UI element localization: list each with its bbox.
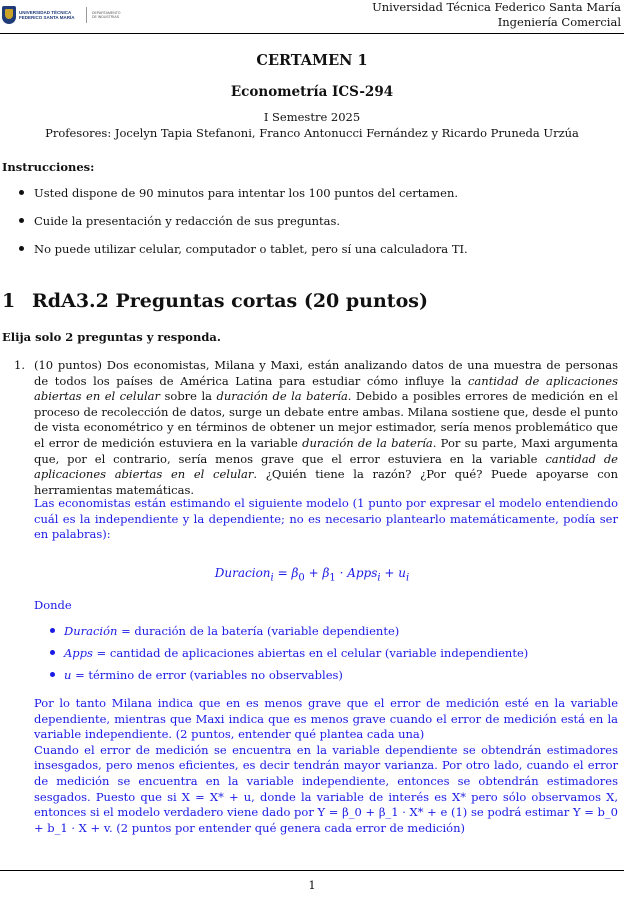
- page-header: [0, 0, 624, 34]
- bullet-icon: [50, 628, 55, 633]
- question-number: 1.: [14, 358, 25, 372]
- donde-label: Donde: [34, 598, 72, 612]
- bullet-icon: [50, 672, 55, 677]
- instructions-heading: Instrucciones:: [2, 160, 95, 174]
- footer-rule: [0, 870, 624, 871]
- bullet-icon: [19, 190, 24, 195]
- answer-paragraph-1: Por lo tanto Milana indica que en es menos grave que el error de medición esté en la variable dependiente, mientras que Maxi indica que es menos grave cuando el error de medición está en la variable independiente. (2 puntos, entender qué plantea cada una): [34, 696, 618, 742]
- program-name: Ingeniería Comercial: [497, 15, 621, 29]
- answer-intro: Las economistas están estimando el siguiente modelo (1 punto por expresar el modelo entendiendo cuál es la independiente y la dependiente; no es necesario plantearlo matemáticamente, podía ser en palabras):: [34, 496, 618, 542]
- professors: Profesores: Jocelyn Tapia Stefanoni, Franco Antonucci Fernández y Ricardo Pruneda Urzúa: [45, 126, 579, 140]
- model-equation: Duracion$_i$ = $\beta_0 + \beta_1$ · Apps$_i$ + $u_i$: [214, 566, 410, 584]
- instruction-item: No puede utilizar celular, computador o tablet, pero sí una calculadora TI.: [0, 242, 624, 270]
- university-logo: [2, 6, 124, 24]
- bullet-icon: [19, 218, 24, 223]
- course-title: Econometría ICS-294: [230, 84, 394, 100]
- definition-item: Duración = duración de la batería (variable dependiente): [34, 624, 618, 646]
- page-number: 1: [308, 878, 316, 892]
- variable-definitions: [34, 624, 618, 690]
- crest-icon: [2, 6, 16, 24]
- instructions-list: [0, 186, 624, 270]
- section-heading: [2, 290, 428, 312]
- definition-item: Apps = cantidad de aplicaciones abiertas en el celular (variable independiente): [34, 646, 618, 668]
- answer-paragraph-2: Cuando el error de medición se encuentra en la variable dependiente se obtendrán estimadores insesgados, pero menos eficientes, es decir tendrán mayor varianza. Por otro lado, cuando el error de medición se encuentra en la variable independiente, entonces se obtendrán estimadores sesgados. Puesto que si X = X* + u, donde la variable de interés es X* pero sólo observamos X, entonces si el modelo verdadero viene dado por Y = β_0 + β_1 · X* + e (1) se podrá estimar Y = b_0 + b_1 · X + v. (2 puntos por entender qué genera cada error de medición): [34, 742, 618, 835]
- bullet-icon: [19, 246, 24, 251]
- university-name: Universidad Técnica Federico Santa María: [372, 0, 621, 14]
- instruction-item: Cuide la presentación y redacción de sus preguntas.: [0, 214, 624, 242]
- semester: I Semestre 2025: [263, 110, 361, 124]
- header-right: [372, 0, 621, 30]
- answer-body: [34, 696, 618, 836]
- exam-title: CERTAMEN 1: [256, 52, 368, 69]
- section-instruction: Elija solo 2 preguntas y responda.: [2, 330, 221, 344]
- bullet-icon: [50, 650, 55, 655]
- instruction-item: Usted dispone de 90 minutos para intentar los 100 puntos del certamen.: [0, 186, 624, 214]
- logo-text: UNIVERSIDAD TÉCNICA FEDERICO SANTA MARÍA: [19, 10, 75, 20]
- header-rule: [0, 33, 624, 34]
- definition-item: u = término de error (variables no observables): [34, 668, 618, 690]
- logo-divider: [86, 7, 87, 23]
- department-text: DEPARTAMENTO DE INDUSTRIAS: [92, 10, 121, 19]
- question-text: (10 puntos) Dos economistas, Milana y Maxi, están analizando datos de una muestra de personas de todos los países de América Latina para estudiar cómo influye la cantidad de aplicaciones abiertas en el celular sobre la duración de la batería. Debido a posibles errores de medición en el proceso de recolección de datos, surge un debate entre ambas. Milana sostiene que, desde el punto de vista econométrico y en términos de obtener un mejor estimador, sería menos problemático que el error de medición estuviera en la variable duración de la batería. Por su parte, Maxi argumenta que, por el contrario, sería menos grave que el error estuviera en la variable cantidad de aplicaciones abiertas en el celular. ¿Quién tiene la razón? ¿Por qué? Puede apoyarse con herramientas matemáticas.: [34, 358, 619, 497]
- section-number: 1: [2, 290, 16, 312]
- section-title: RdA3.2 Preguntas cortas (20 puntos): [32, 290, 428, 312]
